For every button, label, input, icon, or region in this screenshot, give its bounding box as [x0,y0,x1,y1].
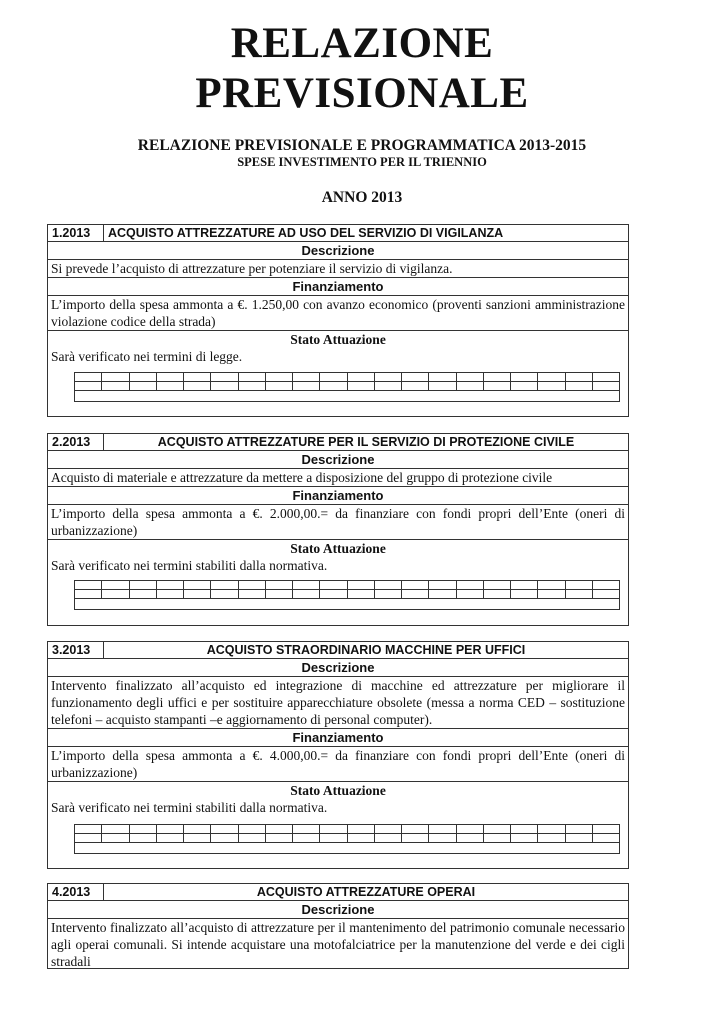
grid-cell [293,382,320,390]
grid-cell [457,825,484,833]
grid-cell [157,825,184,833]
item-code: 3.2013 [48,642,104,658]
progress-grid [74,580,620,610]
grid-cell [320,382,347,390]
grid-cell [239,581,266,589]
grid-cell [593,373,619,381]
grid-cell [511,581,538,589]
grid-cell [348,581,375,589]
descrizione-heading: Descrizione [48,901,628,919]
grid-cell [457,834,484,842]
grid-cell [484,590,511,598]
grid-cell [593,581,619,589]
grid-cell [239,834,266,842]
grid-cell [102,590,129,598]
grid-cell [75,373,102,381]
grid-cell [566,834,593,842]
grid-cell [320,825,347,833]
grid-cell [402,373,429,381]
grid-cell [75,825,102,833]
grid-cell [375,825,402,833]
finanziamento-heading: Finanziamento [48,487,628,505]
finanziamento-heading: Finanziamento [48,729,628,747]
grid-cell [348,373,375,381]
grid-cell [538,590,565,598]
grid-cell [538,834,565,842]
grid-cell [293,825,320,833]
grid-cell [457,382,484,390]
grid-cell [348,825,375,833]
grid-cell [566,825,593,833]
grid-cell [429,581,456,589]
grid-cell [266,825,293,833]
grid-cell [184,373,211,381]
grid-cell [293,590,320,598]
grid-cell [184,590,211,598]
descrizione-heading: Descrizione [48,242,628,260]
grid-cell [75,581,102,589]
grid-cell [239,825,266,833]
grid-cell [211,373,238,381]
grid-cell [211,581,238,589]
descrizione-text: Intervento finalizzato all’acquisto ed integrazione di macchine ed attrezzature per migliorare il funzionamento degli uffici e per sostituire apparecchiature obsolete (messa a norma CED – sostituzione telefoni – acquisto stampanti –e aggiornamento di personal computer). [48,677,628,729]
item-title: ACQUISTO ATTREZZATURE AD USO DEL SERVIZIO DI VIGILANZA [108,226,504,240]
grid-cell [130,382,157,390]
grid-cell [293,373,320,381]
grid-cell [102,834,129,842]
grid-row [75,382,619,391]
stato-heading: Stato Attuazione [290,332,386,347]
item-header [48,434,628,451]
grid-cell [402,825,429,833]
item-title: ACQUISTO STRAORDINARIO MACCHINE PER UFFICI [206,643,526,657]
grid-cell [320,373,347,381]
finanziamento-text: L’importo della spesa ammonta a €. 1.250,00 con avanzo economico (proventi sanzioni amministrazione violazione codice della strada) [48,296,628,331]
descrizione-text: Acquisto di materiale e attrezzature da mettere a disposizione del gruppo di protezione civile [48,469,628,487]
grid-cell [538,581,565,589]
grid-cell [457,590,484,598]
grid-row [75,373,619,382]
grid-cell [184,834,211,842]
grid-cell [293,834,320,842]
grid-cell [184,825,211,833]
item-title: ACQUISTO ATTREZZATURE PER IL SERVIZIO DI PROTEZIONE CIVILE [157,435,575,449]
year-heading: ANNO 2013 [321,189,403,206]
grid-row [75,590,619,599]
grid-cell [402,581,429,589]
grid-cell [429,382,456,390]
grid-cell [429,373,456,381]
stato-heading: Stato Attuazione [290,783,386,798]
grid-cell [320,581,347,589]
grid-cell [511,382,538,390]
grid-cell [457,373,484,381]
grid-cell [102,382,129,390]
finanziamento-text: L’importo della spesa ammonta a €. 2.000,00.= da finanziare con fondi propri dell’Ente (oneri di urbanizzazione) [48,505,628,540]
stato-text: Sarà verificato nei termini stabiliti dalla normativa. [51,800,328,815]
grid-cell [402,382,429,390]
document-subsubtitle: SPESE INVESTIMENTO PER IL TRIENNIO [237,155,487,169]
stato-text: Sarà verificato nei termini stabiliti dalla normativa. [51,558,328,573]
grid-row [75,581,619,590]
grid-cell [511,825,538,833]
grid-cell [484,373,511,381]
grid-cell [130,834,157,842]
grid-cell [266,382,293,390]
grid-cell [375,373,402,381]
grid-cell [130,373,157,381]
grid-cell [239,373,266,381]
grid-cell [211,382,238,390]
grid-cell [266,834,293,842]
grid-cell [266,590,293,598]
grid-cell [566,382,593,390]
grid-cell [566,373,593,381]
grid-row [75,391,619,402]
item-header [48,884,628,901]
document-title-line1: RELAZIONE [230,20,494,67]
descrizione-heading: Descrizione [48,659,628,677]
grid-cell [293,581,320,589]
grid-cell [102,581,129,589]
grid-row [75,825,619,834]
finanziamento-heading: Finanziamento [48,278,628,296]
grid-cell [266,373,293,381]
grid-cell [484,382,511,390]
grid-cell [348,382,375,390]
grid-cell [375,581,402,589]
stato-heading: Stato Attuazione [290,541,386,556]
grid-cell [484,581,511,589]
item-header [48,642,628,659]
grid-cell [75,382,102,390]
grid-cell [511,373,538,381]
item-header [48,225,628,242]
grid-cell [566,581,593,589]
grid-cell [538,825,565,833]
grid-cell [266,581,293,589]
grid-cell [157,590,184,598]
item-title: ACQUISTO ATTREZZATURE OPERAI [256,885,476,899]
finanziamento-text: L’importo della spesa ammonta a €. 4.000,00.= da finanziare con fondi propri dell’Ente (oneri di urbanizzazione) [48,747,628,782]
grid-cell [102,825,129,833]
grid-cell [348,834,375,842]
grid-cell [157,382,184,390]
document-title-line2: PREVISIONALE [195,70,529,117]
grid-cell [211,825,238,833]
grid-cell [130,581,157,589]
descrizione-heading: Descrizione [48,451,628,469]
grid-cell [538,382,565,390]
document-subtitle: RELAZIONE PREVISIONALE E PROGRAMMATICA 2013-2015 [137,137,587,154]
grid-cell [402,590,429,598]
item-block-2 [47,433,629,626]
grid-cell [402,834,429,842]
grid-cell [320,590,347,598]
item-block-3 [47,641,629,869]
grid-cell [130,590,157,598]
grid-cell [75,834,102,842]
grid-cell [375,382,402,390]
grid-cell [484,834,511,842]
grid-cell [566,590,593,598]
grid-cell [130,825,157,833]
grid-cell [348,590,375,598]
grid-cell [429,834,456,842]
grid-cell [593,382,619,390]
item-code: 2.2013 [48,434,104,450]
grid-cell [484,825,511,833]
grid-cell [184,581,211,589]
grid-cell [429,590,456,598]
item-code: 1.2013 [48,225,104,241]
grid-cell [211,590,238,598]
grid-cell [457,581,484,589]
grid-row [75,834,619,843]
grid-cell [375,834,402,842]
grid-cell [184,382,211,390]
grid-cell [375,590,402,598]
grid-cell [239,382,266,390]
grid-cell [157,373,184,381]
grid-cell [593,825,619,833]
item-code: 4.2013 [48,884,104,900]
grid-cell [593,590,619,598]
grid-cell [511,834,538,842]
stato-text: Sarà verificato nei termini di legge. [51,349,243,364]
item-block-4 [47,883,629,969]
grid-cell [157,834,184,842]
grid-cell [538,373,565,381]
grid-cell [211,834,238,842]
grid-cell [157,581,184,589]
grid-cell [320,834,347,842]
item-block-1 [47,224,629,417]
grid-cell [593,834,619,842]
descrizione-text: Si prevede l’acquisto di attrezzature per potenziare il servizio di vigilanza. [48,260,628,278]
grid-cell [239,590,266,598]
grid-cell [102,373,129,381]
progress-grid [74,824,620,854]
grid-cell [511,590,538,598]
grid-row [75,599,619,610]
grid-cell [429,825,456,833]
progress-grid [74,372,620,402]
grid-cell [75,590,102,598]
grid-row [75,843,619,854]
descrizione-text: Intervento finalizzato all’acquisto di attrezzature per il mantenimento del patrimonio comunale necessario agli operai comunali. Si intende acquistare una motofalciatrice per la manutenzione del verde e dei cigli stradali [51,920,625,969]
